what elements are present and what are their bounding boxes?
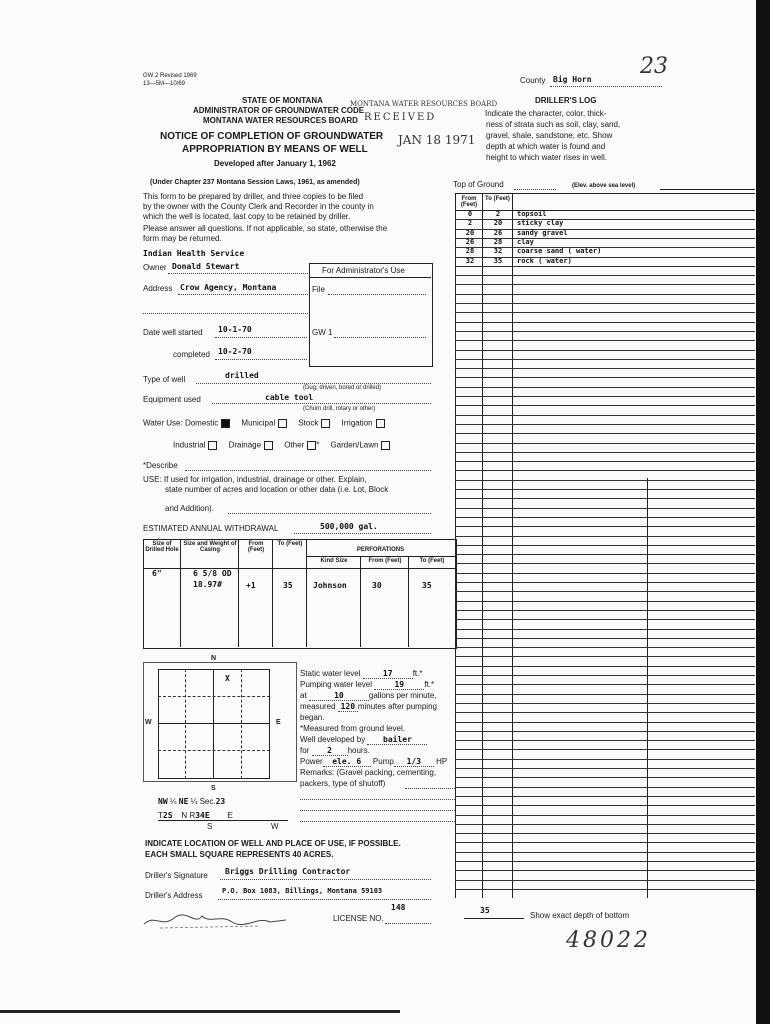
admin-box [309, 263, 433, 367]
other-label: Other [284, 440, 305, 450]
log-rule [455, 461, 755, 462]
log-rule [455, 647, 755, 648]
casing-h-to: To (Feet) [277, 541, 303, 547]
developed-row [300, 736, 427, 745]
for-label: for [300, 746, 310, 755]
use-note: and Addition). [165, 504, 214, 513]
grid-dash-h [158, 750, 270, 751]
log-desc: ness of strata such as soil, clay, sand, [486, 120, 621, 129]
log-rule [455, 303, 755, 304]
grid-mid-v [213, 669, 214, 779]
owner-line [168, 273, 308, 274]
casing-hline [143, 568, 455, 569]
log-rule [455, 545, 755, 546]
pumping-label: Pumping water level [300, 680, 373, 689]
static-unit: ft.* [412, 669, 423, 678]
log-rule [455, 870, 755, 871]
log-h-to: To (Feet) [485, 196, 510, 202]
log-rule [455, 619, 755, 620]
domestic-checkbox[interactable] [221, 419, 230, 428]
form-title: NOTICE OF COMPLETION OF GROUNDWATER [160, 131, 384, 142]
log-rule [455, 777, 755, 778]
log-rule [455, 629, 755, 630]
log-row-to: 32 [493, 247, 503, 256]
irrigation-checkbox[interactable] [376, 419, 385, 428]
log-row-to: 26 [493, 228, 503, 237]
measured-label: measured [300, 702, 336, 711]
casing-weight: 6 5/8 OD [193, 569, 232, 578]
log-row-from: 28 [465, 247, 475, 256]
scan-edge [756, 0, 770, 1024]
well-location-mark: X [225, 674, 230, 683]
date-completed-value: 10-2-70 [218, 347, 252, 356]
log-row-from: 2 [467, 219, 473, 228]
log-rule [455, 740, 755, 741]
domestic-label: Domestic [184, 418, 219, 428]
stock-label: Stock [298, 418, 319, 428]
remarks-line [405, 788, 455, 789]
legal-township-row [158, 812, 233, 820]
perf-from: 30 [372, 581, 382, 590]
log-row-from: 26 [465, 237, 475, 246]
driller-address-line [218, 899, 431, 900]
log-rule [455, 526, 755, 527]
log-rule [455, 350, 755, 351]
admin-header: ADMINISTRATOR OF GROUNDWATER CODE [193, 106, 365, 115]
quarter-sep: ¼ [169, 797, 177, 806]
sec-label: Sec. [199, 797, 216, 806]
t-value: 2S [162, 811, 173, 820]
section-grid [158, 669, 270, 779]
casing-h-pto: To (Feet) [419, 558, 445, 564]
power-row [300, 758, 447, 767]
date-started-label: Date well started [143, 328, 203, 337]
measured-note: *Measured from ground level. [300, 724, 405, 733]
log-rule [455, 842, 755, 843]
chapter-note: (Under Chapter 237 Montana Session Laws, 1961, as amended) [150, 179, 360, 186]
log-rule [455, 610, 755, 611]
log-rule [455, 470, 755, 471]
bottom-depth-value: 35 [480, 906, 490, 915]
log-rule [455, 815, 755, 816]
instruction-line: Please answer all questions. If not applicable, so state, otherwise the [143, 224, 388, 233]
log-rule [455, 368, 755, 369]
static-value: 17 [363, 670, 413, 679]
log-desc: depth at which water is found and [486, 142, 606, 151]
gw1-label: GW 1 [312, 328, 333, 337]
log-rule [455, 759, 755, 760]
top-ground-line [514, 189, 556, 190]
minutes-value: 120 [338, 703, 358, 712]
log-rule [455, 601, 755, 602]
license-label: LICENSE NO. [333, 914, 384, 923]
casing-h-pfrom: From (Feet) [368, 558, 402, 564]
pumping-unit: ft.* [424, 680, 435, 689]
county-value: Big Horn [553, 75, 592, 84]
admin-box-divider [309, 277, 431, 278]
industrial-label: Industrial [173, 440, 206, 450]
scan-edge-bottom [0, 1010, 400, 1013]
hp-unit: HP [436, 757, 448, 766]
log-rule [455, 749, 755, 750]
r-value: 34E [195, 811, 210, 820]
casing-weight-2: 18.97# [193, 580, 222, 589]
map-north: N [211, 655, 217, 662]
at-label: at [300, 691, 307, 700]
power-value: ele. 6 [323, 758, 371, 767]
log-rule [455, 861, 755, 862]
log-rule [455, 833, 755, 834]
remarks-label-2: packers, type of shutoff) [300, 779, 386, 788]
location-note: INDICATE LOCATION OF WELL AND PLACE OF USE, IF POSSIBLE. [145, 839, 401, 848]
log-row-desc: topsoil [517, 210, 547, 218]
grid-dash-v [185, 669, 186, 779]
log-desc: gravel, shale, sandstone, etc. Show [486, 131, 613, 140]
hours-value: 2 [312, 747, 348, 756]
casing-h-from: From (Feet) [247, 541, 265, 553]
log-rule [455, 322, 755, 323]
hours-unit: hours. [347, 746, 370, 755]
s-label: S [207, 822, 213, 831]
stamp-date: JAN 18 1971 [398, 133, 476, 147]
log-rule [455, 517, 755, 518]
log-rule [455, 284, 755, 285]
developed-note: Developed after January 1, 1962 [214, 159, 336, 168]
pump-hp-value: 1/3 [394, 758, 434, 767]
n-label: N [181, 811, 188, 820]
log-rule [455, 480, 755, 481]
casing-h-size: Size of Drilled Hole [145, 541, 179, 553]
log-rule [455, 294, 755, 295]
type-hint: (Dug, driven, bored or drilled) [303, 385, 382, 391]
equipment-label: Equipment used [143, 395, 201, 404]
casing-h-weight: Size and Weight of Casing [183, 541, 237, 553]
log-top-border [455, 193, 755, 194]
log-row-from: 0 [467, 210, 473, 218]
use-line [228, 513, 431, 514]
log-rule [455, 387, 755, 388]
log-rule [455, 415, 755, 416]
pump-label: Pump [372, 757, 394, 766]
log-rule [455, 433, 755, 434]
casing-col [272, 539, 273, 647]
log-row-desc: sandy gravel [517, 228, 568, 237]
log-rule [455, 536, 755, 537]
t-label: T [158, 811, 163, 820]
map-south: S [211, 785, 216, 792]
casing-col [238, 539, 239, 647]
log-rule [455, 563, 755, 564]
casing-hline [306, 556, 455, 557]
municipal-label: Municipal [241, 418, 276, 428]
static-level [300, 670, 422, 679]
owner-agency-value: Indian Health Service [143, 249, 245, 258]
stock-checkbox[interactable] [321, 419, 330, 428]
form-title-2: APPROPRIATION BY MEANS OF WELL [182, 144, 368, 155]
owner-label: Owner [143, 263, 167, 272]
log-row-to: 35 [493, 256, 503, 265]
log-rule [455, 852, 755, 853]
address-value: Crow Agency, Montana [180, 283, 277, 292]
instruction-line: This form to be prepared by driller, and three copies to be filed [143, 192, 364, 201]
drainage-checkbox[interactable] [264, 441, 273, 450]
form-code: GW 2 Revised 1969 [143, 73, 197, 79]
log-row-from: 20 [465, 228, 475, 237]
log-row-desc: rock ( water) [517, 256, 572, 265]
casing-from: +1 [246, 581, 256, 590]
quarter-2: NE [178, 797, 189, 806]
municipal-checkbox[interactable] [278, 419, 287, 428]
legal-line [158, 820, 288, 821]
grid-dash-v [241, 669, 242, 779]
quarter-1: NW [158, 797, 168, 806]
log-rule [455, 405, 755, 406]
pumping-value: 19 [374, 681, 424, 690]
form-code-print: 13—5M—10/69 [143, 81, 186, 87]
annual-label: ESTIMATED ANNUAL WITHDRAWAL [143, 524, 279, 533]
remarks-line [300, 810, 455, 811]
log-rule [455, 796, 755, 797]
log-row-to: 28 [493, 237, 503, 246]
remarks-line [300, 799, 455, 800]
date-started-value: 10-1-70 [218, 325, 252, 334]
other-checkbox[interactable] [307, 441, 316, 450]
log-row-from: 32 [465, 256, 475, 265]
annual-value: 500,000 gal. [320, 522, 378, 531]
grid-dash-h [158, 696, 270, 697]
signature-value: Briggs Drilling Contractor [225, 867, 351, 876]
log-rule [455, 573, 755, 574]
pumping-rate [300, 692, 437, 701]
bottom-depth-line [464, 918, 524, 919]
map-west: W [145, 719, 152, 726]
log-row-to: 2 [495, 210, 501, 218]
log-rule [455, 722, 755, 723]
instruction-line: which the well is located, last copy to be retained by driller. [143, 212, 351, 221]
stamp-org: MONTANA WATER RESOURCES BOARD [350, 100, 498, 108]
pumping-level [300, 681, 434, 690]
file-line [328, 294, 426, 295]
power-label: Power [300, 757, 323, 766]
static-label: Static water level [300, 669, 361, 678]
log-rule [455, 312, 755, 313]
describe-label: *Describe [143, 461, 178, 470]
drainage-label: Drainage [228, 440, 262, 450]
garden-label: Garden/Lawn [330, 440, 379, 450]
date-completed-line [215, 359, 307, 360]
file-label: File [312, 285, 325, 294]
gpm-unit: gallons per minute, [368, 691, 437, 700]
describe-line [185, 470, 431, 471]
log-rule [455, 805, 755, 806]
equipment-hint: (Churn drill, rotary or other) [303, 406, 376, 412]
remarks-label: Remarks: (Gravel packing, cementing, [300, 768, 437, 777]
casing-h-perf: PERFORATIONS [356, 547, 405, 553]
gw1-line [334, 337, 426, 338]
license-value: 148 [391, 903, 406, 912]
log-rule [455, 396, 755, 397]
log-col-inner [647, 478, 648, 898]
log-rule [455, 554, 755, 555]
e-label: E [227, 811, 233, 820]
log-rule [455, 694, 755, 695]
address-label: Address [143, 284, 173, 293]
log-desc: Indicate the character, color, thick- [485, 109, 607, 118]
county-line [550, 86, 662, 87]
handwritten-signature [140, 908, 290, 930]
admin-box-title: For Administrator's Use [322, 266, 405, 275]
grid-mid-h [158, 723, 270, 724]
w-label: W [271, 822, 279, 831]
water-use-row [143, 419, 385, 428]
perf-to: 35 [422, 581, 432, 590]
equipment-value: cable tool [265, 393, 314, 402]
log-desc: height to which water rises in well. [486, 153, 607, 162]
log-rule [455, 424, 755, 425]
signature-label: Driller's Signature [145, 871, 208, 880]
date-started-line [215, 337, 307, 338]
log-rule [455, 498, 755, 499]
minutes-unit: minutes after pumping [357, 702, 437, 711]
log-rule [455, 889, 755, 890]
irrigation-label: Irrigation [341, 418, 373, 428]
water-use-label: Water Use: [143, 418, 183, 428]
driller-address-value: P.O. Box 1083, Billings, Montana 59103 [222, 887, 383, 895]
log-row-desc: sticky clay [517, 219, 564, 228]
license-line [385, 923, 431, 924]
log-rule [455, 638, 755, 639]
developed-value: bailer [367, 736, 427, 745]
log-table [455, 193, 755, 898]
instruction-line: by the owner with the County Clerk and Recorder in the county in [143, 202, 374, 211]
bottom-depth-label: Show exact depth of bottom [530, 911, 630, 920]
address-line-2 [143, 313, 308, 314]
log-rule [455, 684, 755, 685]
log-rule [455, 824, 755, 825]
driller-address-label: Driller's Address [145, 891, 203, 900]
location-note-2: EACH SMALL SQUARE REPRESENTS 40 ACRES. [145, 850, 334, 859]
legal-quarter-row [158, 798, 225, 806]
began-text: began. [300, 713, 325, 722]
quarter-sep: ¼ [190, 797, 198, 806]
log-rule [455, 712, 755, 713]
use-note: state number of acres and location or other data (i.e. Lot, Block [165, 485, 389, 494]
water-use-row-2: Industrial Drainage Other * Garden/Lawn [173, 441, 390, 450]
measured-row [300, 703, 437, 712]
industrial-checkbox[interactable] [208, 441, 217, 450]
log-rule [455, 656, 755, 657]
log-rule [455, 787, 755, 788]
log-rule [455, 452, 755, 453]
type-value: drilled [225, 371, 259, 380]
log-h-from: From (Feet) [460, 196, 478, 208]
log-rule [455, 675, 755, 676]
log-rule [455, 359, 755, 360]
type-label: Type of well [143, 375, 186, 384]
state-header: STATE OF MONTANA [242, 96, 323, 105]
casing-col [408, 556, 409, 647]
county-label: County [520, 76, 546, 85]
instruction-line: form may be returned. [143, 234, 222, 243]
map-east: E [276, 719, 281, 726]
log-rule [455, 731, 755, 732]
casing-h-kind: Kind Size [320, 558, 348, 564]
log-rule [455, 508, 755, 509]
log-rule [455, 489, 755, 490]
casing-to: 35 [283, 581, 293, 590]
elevation-label: (Elev. above sea level) [572, 183, 636, 189]
log-rule [455, 703, 755, 704]
perf-kind: Johnson [313, 581, 347, 590]
top-of-ground-label: Top of Ground [453, 180, 504, 189]
equipment-line [212, 403, 431, 404]
annual-line [294, 533, 431, 534]
garden-checkbox[interactable] [381, 441, 390, 450]
r-label: R [189, 811, 196, 820]
use-note: USE: If used for irrigation, industrial, drainage or other. Explain, [143, 475, 367, 484]
log-rule [455, 331, 755, 332]
log-rule [455, 275, 755, 276]
gpm-value: 10 [309, 692, 369, 701]
log-rule [455, 266, 755, 267]
owner-value: Donald Stewart [172, 262, 240, 271]
signature-line [220, 879, 431, 880]
type-line [196, 383, 431, 384]
log-rule [455, 880, 755, 881]
log-rule [455, 340, 755, 341]
log-rule [455, 666, 755, 667]
sec-value: 23 [215, 797, 226, 806]
address-line [178, 294, 308, 295]
log-rule [455, 377, 755, 378]
handwritten-number: 23 [640, 54, 668, 79]
casing-size: 6" [152, 569, 162, 578]
developed-label: Well developed by [300, 735, 366, 744]
log-row-desc: coarse sand ( water) [517, 247, 602, 256]
hours-row [300, 747, 370, 756]
log-row-to: 20 [493, 219, 503, 228]
elev-line [660, 189, 755, 190]
log-row-desc: clay [517, 237, 534, 246]
date-completed-label: completed [173, 350, 210, 359]
log-rule [455, 582, 755, 583]
log-rule [455, 591, 755, 592]
board-header: MONTANA WATER RESOURCES BOARD [203, 116, 358, 125]
log-rule [455, 443, 755, 444]
handwritten-file-number: 48022 [566, 928, 651, 953]
stamp-received: RECEIVED [364, 112, 437, 123]
remarks-line [300, 821, 455, 822]
log-rule [455, 768, 755, 769]
log-title: DRILLER'S LOG [535, 96, 597, 105]
casing-col [180, 539, 181, 647]
casing-col [360, 556, 361, 647]
